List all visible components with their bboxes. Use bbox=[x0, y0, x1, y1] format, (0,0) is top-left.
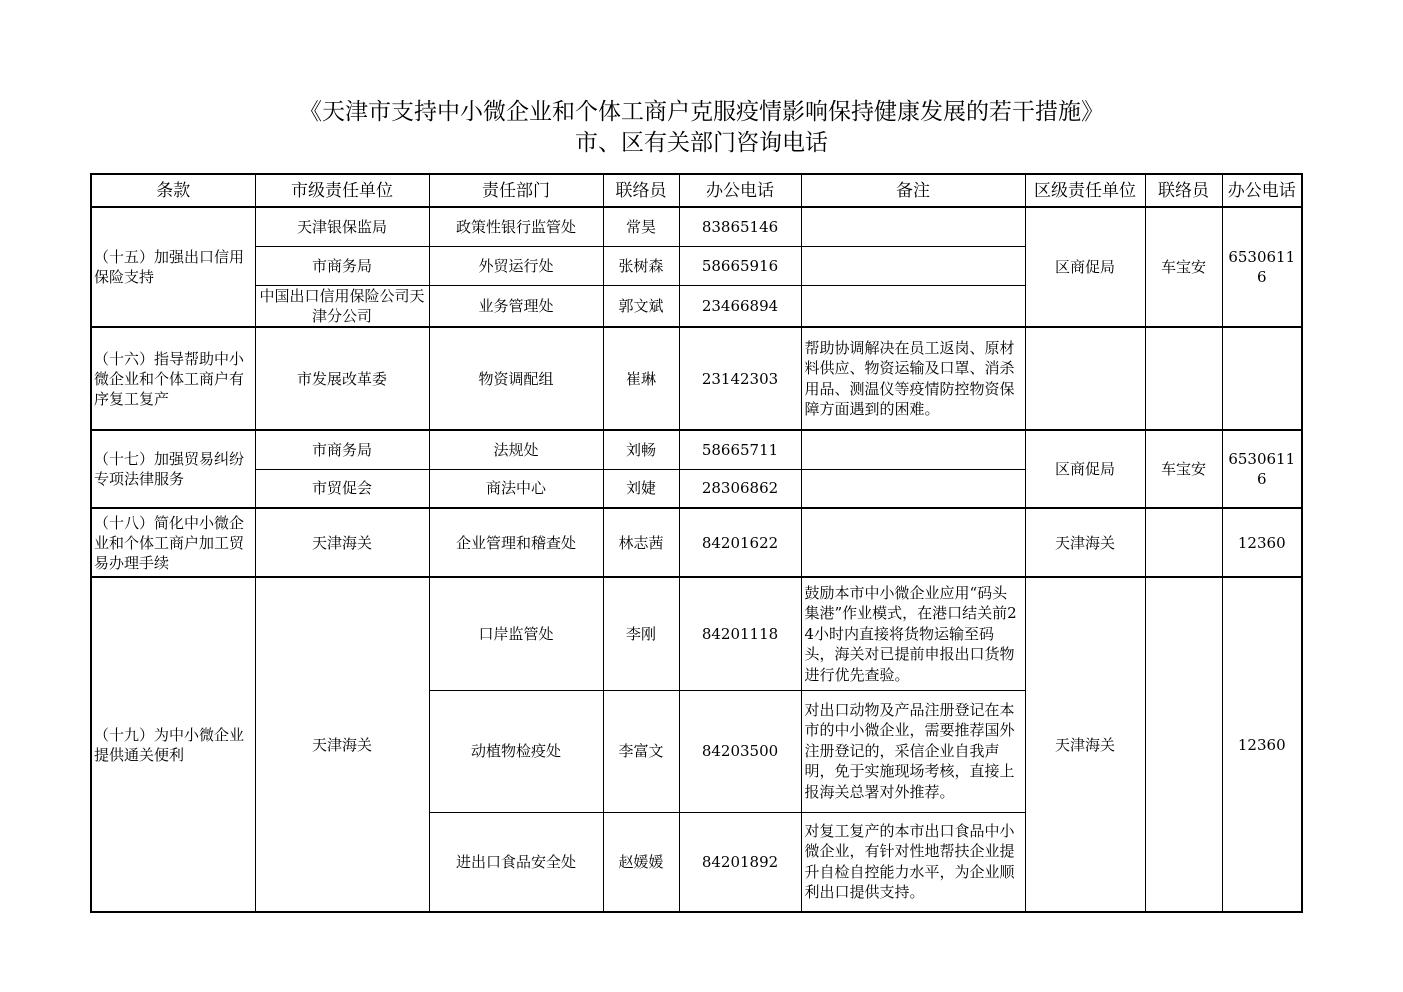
district-contact-cell bbox=[1145, 508, 1222, 577]
phone-cell: 23142303 bbox=[679, 327, 801, 430]
district-unit-cell bbox=[1025, 327, 1145, 430]
table-row bbox=[91, 327, 1302, 430]
header-remark: 备注 bbox=[801, 174, 1025, 207]
phone-cell: 28306862 bbox=[679, 469, 801, 508]
clause-cell: （十六）指导帮助中小微企业和个体工商户有序复工复产 bbox=[91, 327, 255, 430]
phone-cell: 84201622 bbox=[679, 508, 801, 577]
district-contact-cell: 车宝安 bbox=[1145, 207, 1222, 327]
dept-cell: 外贸运行处 bbox=[429, 246, 603, 285]
header-clause: 条款 bbox=[91, 174, 255, 207]
header-dept: 责任部门 bbox=[429, 174, 603, 207]
district-contact-cell: 车宝安 bbox=[1145, 430, 1222, 508]
dept-cell: 政策性银行监管处 bbox=[429, 207, 603, 246]
district-phone-cell: 12360 bbox=[1222, 577, 1302, 912]
city-unit-cell: 市贸促会 bbox=[255, 469, 429, 508]
document-subtitle: 市、区有关部门咨询电话 bbox=[575, 130, 828, 156]
contact-cell: 林志茜 bbox=[603, 508, 679, 577]
city-unit-cell: 天津银保监局 bbox=[255, 207, 429, 246]
header-district-contact: 联络员 bbox=[1145, 174, 1222, 207]
remark-cell bbox=[801, 207, 1025, 246]
header-district-phone: 办公电话 bbox=[1222, 174, 1302, 207]
district-phone-cell: 12360 bbox=[1222, 508, 1302, 577]
dept-cell: 物资调配组 bbox=[429, 327, 603, 430]
table-row bbox=[91, 430, 1302, 469]
table-row bbox=[91, 508, 1302, 577]
remark-cell bbox=[801, 246, 1025, 285]
table-row bbox=[91, 577, 1302, 690]
city-unit-cell: 市商务局 bbox=[255, 246, 429, 285]
district-phone-cell bbox=[1222, 327, 1302, 430]
district-unit-cell: 区商促局 bbox=[1025, 207, 1145, 327]
remark-cell: 帮助协调解决在员工返岗、原材料供应、物资运输及口罩、消杀用品、测温仪等疫情防控物资保障方面遇到的困难。 bbox=[801, 327, 1025, 430]
district-unit-cell: 区商促局 bbox=[1025, 430, 1145, 508]
dept-cell: 企业管理和稽查处 bbox=[429, 508, 603, 577]
contact-cell: 郭文斌 bbox=[603, 285, 679, 327]
dept-cell: 商法中心 bbox=[429, 469, 603, 508]
city-unit-cell: 天津海关 bbox=[255, 508, 429, 577]
city-unit-cell: 市商务局 bbox=[255, 430, 429, 469]
dept-cell: 动植物检疫处 bbox=[429, 690, 603, 812]
header-contact: 联络员 bbox=[603, 174, 679, 207]
contact-table bbox=[90, 173, 1303, 913]
remark-cell bbox=[801, 285, 1025, 327]
remark-cell: 对复工复产的本市出口食品中小微企业，有针对性地帮扶企业提升自检自控能力水平，为企业顺利出口提供支持。 bbox=[801, 812, 1025, 912]
district-unit-cell: 天津海关 bbox=[1025, 508, 1145, 577]
city-unit-cell: 中国出口信用保险公司天津分公司 bbox=[255, 285, 429, 327]
contact-cell: 张树森 bbox=[603, 246, 679, 285]
district-phone-cell: 65306116 bbox=[1222, 430, 1302, 508]
city-unit-cell: 市发展改革委 bbox=[255, 327, 429, 430]
phone-cell: 84201118 bbox=[679, 577, 801, 690]
header-district-unit: 区级责任单位 bbox=[1025, 174, 1145, 207]
clause-cell: （十七）加强贸易纠纷专项法律服务 bbox=[91, 430, 255, 508]
dept-cell: 法规处 bbox=[429, 430, 603, 469]
contact-cell: 常昊 bbox=[603, 207, 679, 246]
phone-cell: 84201892 bbox=[679, 812, 801, 912]
contact-cell: 赵媛媛 bbox=[603, 812, 679, 912]
contact-cell: 崔琳 bbox=[603, 327, 679, 430]
contact-cell: 刘婕 bbox=[603, 469, 679, 508]
remark-cell bbox=[801, 469, 1025, 508]
district-contact-cell bbox=[1145, 577, 1222, 912]
clause-cell: （十九）为中小微企业提供通关便利 bbox=[91, 577, 255, 912]
contact-cell: 刘畅 bbox=[603, 430, 679, 469]
table-row bbox=[91, 207, 1302, 246]
clause-cell: （十五）加强出口信用保险支持 bbox=[91, 207, 255, 327]
dept-cell: 口岸监管处 bbox=[429, 577, 603, 690]
dept-cell: 业务管理处 bbox=[429, 285, 603, 327]
dept-cell: 进出口食品安全处 bbox=[429, 812, 603, 912]
phone-cell: 23466894 bbox=[679, 285, 801, 327]
remark-cell bbox=[801, 508, 1025, 577]
district-phone-cell: 65306116 bbox=[1222, 207, 1302, 327]
clause-cell: （十八）简化中小微企业和个体工商户加工贸易办理手续 bbox=[91, 508, 255, 577]
remark-cell bbox=[801, 430, 1025, 469]
contact-cell: 李刚 bbox=[603, 577, 679, 690]
phone-cell: 58665711 bbox=[679, 430, 801, 469]
city-unit-cell: 天津海关 bbox=[255, 577, 429, 912]
phone-cell: 84203500 bbox=[679, 690, 801, 812]
phone-cell: 58665916 bbox=[679, 246, 801, 285]
header-phone: 办公电话 bbox=[679, 174, 801, 207]
header-city-unit: 市级责任单位 bbox=[255, 174, 429, 207]
district-contact-cell bbox=[1145, 327, 1222, 430]
phone-cell: 83865146 bbox=[679, 207, 801, 246]
header-row bbox=[91, 174, 1302, 207]
remark-cell: 对出口动物及产品注册登记在本市的中小微企业，需要推荐国外注册登记的，采信企业自我声明，免于实施现场考核，直接上报海关总署对外推荐。 bbox=[801, 690, 1025, 812]
document-title: 《天津市支持中小微企业和个体工商户克服疫情影响保持健康发展的若干措施》 bbox=[299, 99, 1104, 125]
contact-cell: 李富文 bbox=[603, 690, 679, 812]
remark-cell: 鼓励本市中小微企业应用“码头集港”作业模式，在港口结关前24小时内直接将货物运输至码头，海关对已提前申报出口货物进行优先查验。 bbox=[801, 577, 1025, 690]
district-unit-cell: 天津海关 bbox=[1025, 577, 1145, 912]
